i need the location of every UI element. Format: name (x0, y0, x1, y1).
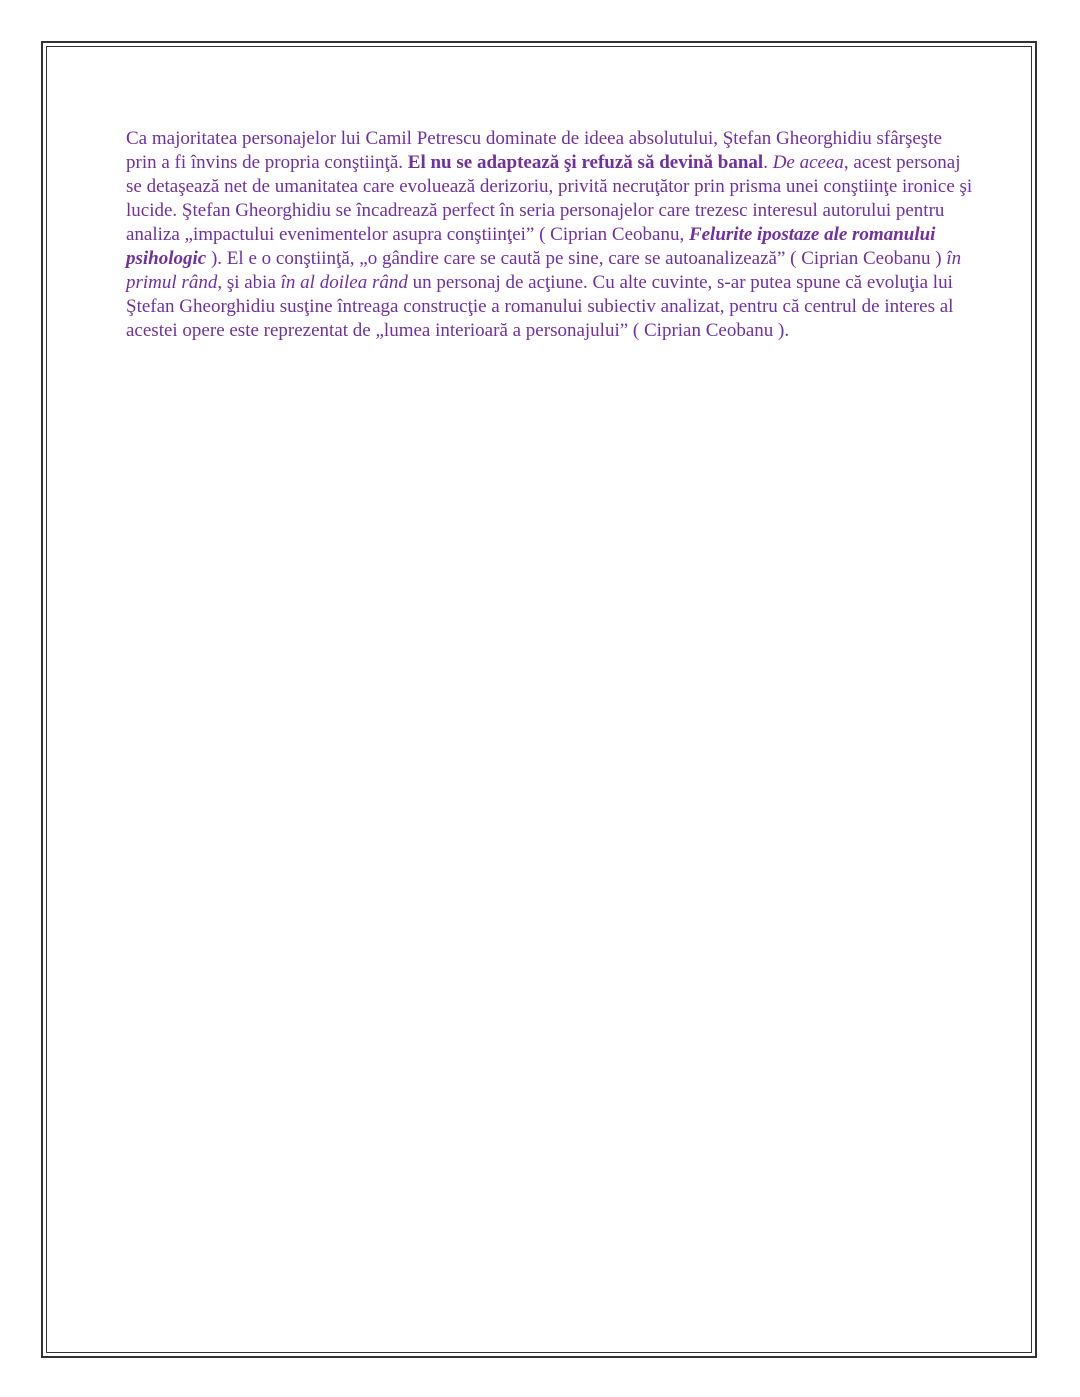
paragraph-book-title: Felurite ipostaze ale romanului psihologic (126, 224, 936, 269)
paragraph-text-3: , acest personaj se detaşează net de umanitatea care evoluează derizoriu, privită necruţător prin prisma unei conştiinţe ironice şi lucide. Ştefan Gheorghidiu se încadrează perfect în seria personajelor care trezesc interesul autorului pentru analiza „impactului evenimentelor asupra conştiinţei” ( Ciprian Ceobanu, (126, 152, 973, 245)
paragraph-text-4: ). El e o conştiinţă, „o gândire care se caută pe sine, care se autoanalizează” ( Ciprian Ceobanu ) (206, 248, 947, 269)
paragraph-bold-1: El nu se adaptează şi refuză să devină banal (407, 152, 764, 173)
body-paragraph (126, 127, 976, 343)
paragraph-italic-2: în primul rând (126, 248, 962, 293)
paragraph-text-6: un personaj de acţiune. Cu alte cuvinte, s-ar putea spune că evoluţia lui Ştefan Gheorghidiu susţine întreaga construcţie a romanului subiectiv analizat, pentru că centrul de interes al acestei opere este reprezentat de „lumea interioară a personajului” ( Ciprian Ceobanu ). (126, 272, 954, 341)
paragraph-text-1: Ca majoritatea personajelor lui Camil Petrescu dominate de ideea absolutului, Ştefan Gheorghidiu sfârşeşte prin a fi învins de propria conştiinţă. (126, 128, 942, 173)
paragraph-italic-3: în al doilea rând (280, 272, 408, 293)
paragraph-text-2: . (763, 152, 773, 173)
paragraph-italic-1: De aceea (772, 152, 844, 173)
paragraph-text-5: , şi abia (217, 272, 281, 293)
